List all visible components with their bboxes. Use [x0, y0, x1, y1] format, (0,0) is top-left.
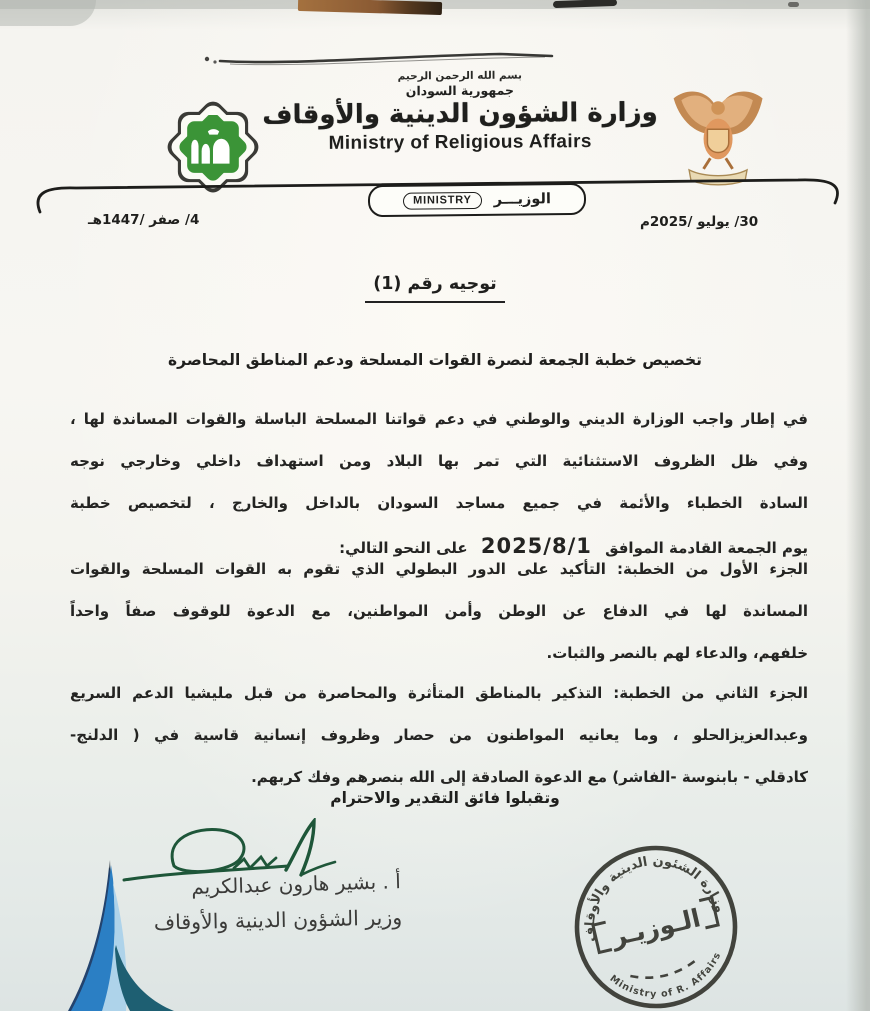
closing-salutation: وتقبلوا فائق التقدير والاحترام	[330, 789, 560, 807]
basmala-line: بسم الله الرحمن الرحيم	[397, 69, 522, 83]
intro-line: في إطار واجب الوزارة الديني والوطني في دعم قواتنا المسلحة الباسلة والقوات المساندة لها ،	[70, 410, 808, 428]
part-one-line: المساندة لها في الدفاع عن الوطن وأمن المواطنين، مع الدعوة للوقوف صفاً واحداً	[70, 602, 808, 620]
blue-ribbon-graphic-icon	[16, 857, 198, 1011]
office-label-english: MINISTRY	[403, 191, 482, 209]
directive-subject: تخصيص خطبة الجمعة لنصرة القوات المسلحة ودعم المناطق المحاصرة	[168, 351, 702, 369]
photo-right-edge	[846, 0, 870, 1011]
part-two-line: كادقلي - بابنوسة -الفاشر) مع الدعوة الصادقة إلى الله بنصرهم وفك كربهم.	[251, 768, 808, 786]
part-one-line: خلفهم، والدعاء لهم بالنصر والثبات.	[546, 644, 808, 662]
hijri-date: 4/ صفر /1447هـ	[88, 212, 200, 228]
minister-office-box	[368, 183, 586, 217]
part-two-line: وعبدالعزيزالحلو ، وما يعانيه المواطنون من حصار وظروف إنسانية قاسية في ( الدلنج-	[70, 726, 808, 744]
sermon-part-one	[70, 548, 808, 674]
directive-title-text: توجيه رقم (1)	[365, 274, 505, 303]
minister-stamp-icon	[520, 845, 792, 1011]
intro-line: السادة الخطباء والأئمة في جميع مساجد السودان بالداخل والخارج ، لتخصيص خطبة	[70, 494, 808, 512]
part-two-line: الجزء الثاني من الخطبة: التذكير بالمناطق المتأثرة والمحاصرة من قبل مليشيا الدعم السريع	[70, 684, 808, 702]
signatory-role: وزير الشؤون الدينية والأوقاف	[153, 905, 403, 935]
country-name: جمهورية السودان	[405, 82, 514, 99]
stamp-center-text: الـوزيـر	[608, 903, 704, 952]
part-one-line: الجزء الأول من الخطبة: التأكيد على الدور البطولي الذي تقوم به القوات المسلحة والقوات	[70, 560, 808, 578]
small-mark-artifact	[788, 2, 799, 7]
stamp-arc-top-text: وزارة الشئون الدينية والأوقاف	[582, 853, 728, 943]
ministry-name-english: Ministry of Religious Affairs	[328, 130, 592, 154]
friday-date: 2025/8/1	[480, 534, 592, 558]
office-label-arabic: الوزيـــر	[493, 191, 551, 208]
intro-line: وفي ظل الظروف الاستثنائية التي تمر بها البلاد ومن استهداف داخلي وخارجي نوجه	[70, 452, 808, 470]
ministry-name-arabic: وزارة الشؤون الدينية والأوقاف	[262, 97, 658, 131]
directive-title	[0, 274, 870, 303]
paper-fragment-artifact	[298, 0, 442, 15]
intro-paragraph	[70, 398, 808, 568]
intro-before-date: يوم الجمعة القادمة الموافق	[605, 539, 808, 557]
stamp-arc-bottom-text: Ministry of R. Affairs	[607, 950, 724, 1001]
intro-after-date: على النحو التالي:	[339, 539, 468, 557]
signatory-name: أ . بشير هارون عبدالكريم	[190, 869, 402, 899]
letterhead-text	[248, 69, 673, 155]
ink-smudge-line	[200, 48, 570, 72]
gregorian-date: 30/ يوليو /2025م	[640, 214, 759, 230]
sermon-part-two	[70, 672, 808, 798]
